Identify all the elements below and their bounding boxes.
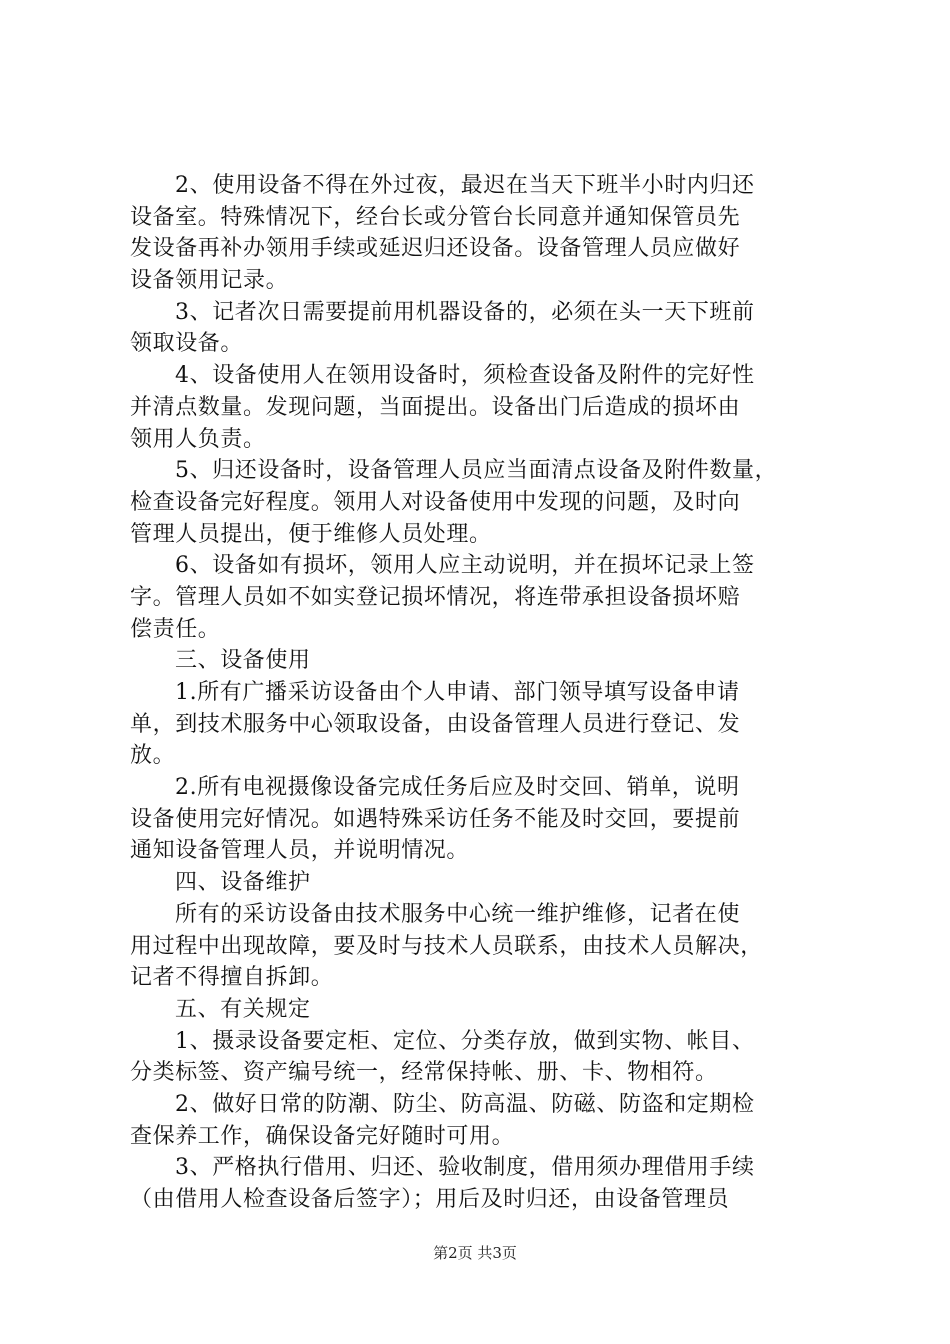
document-body: [130, 170, 830, 1216]
section-heading-maintenance: 四、设备维护: [175, 870, 311, 896]
paragraph-5-line: 检查设备完好程度。领用人对设备使用中发现的问题，及时向: [130, 489, 741, 515]
paragraph-maintenance-line: 用过程中出现故障，要及时与技术人员联系，由技术人员解决，: [130, 933, 763, 959]
paragraph-use-1-line: 单，到技术服务中心领取设备，由设备管理人员进行登记、发: [130, 711, 741, 737]
paragraph-3-line: 3、记者次日需要提前用机器设备的，必须在头一天下班前: [175, 299, 755, 325]
page-number-footer: 第2页 共3页: [433, 1244, 517, 1262]
paragraph-2-line: 2、使用设备不得在外过夜，最迟在当天下班半小时内归还: [175, 173, 755, 198]
paragraph-use-2-line: 设备使用完好情况。如遇特殊采访任务不能及时交回，要提前: [130, 806, 741, 832]
paragraph-maintenance-line: 所有的采访设备由技术服务中心统一维护维修，记者在使: [175, 901, 741, 927]
paragraph-6-line: 字。管理人员如不如实登记损坏情况，将连带承担设备损坏赔: [130, 584, 741, 610]
paragraph-use-1-line: 放。: [130, 743, 176, 769]
paragraph-rule-3-line: （由借用人检查设备后签字）；用后及时归还，由设备管理员: [130, 1187, 730, 1212]
paragraph-rule-1-line: 1、摄录设备要定柜、定位、分类存放，做到实物、帐目、: [175, 1028, 755, 1054]
paragraph-rule-2-line: 2、做好日常的防潮、防尘、防高温、防磁、防盗和定期检: [175, 1091, 755, 1117]
paragraph-rule-3-line: 3、严格执行借用、归还、验收制度，借用须办理借用手续: [175, 1155, 755, 1181]
paragraph-rule-1-line: 分类标签、资产编号统一，经常保持帐、册、卡、物相符。: [130, 1060, 718, 1086]
section-heading-regulations: 五、有关规定: [175, 996, 311, 1022]
paragraph-use-1-line: 1.所有广播采访设备由个人申请、部门领导填写设备申请: [175, 680, 740, 705]
paragraph-5-line: 管理人员提出，便于维修人员处理。: [130, 521, 492, 547]
section-heading-equipment-use: 三、设备使用: [175, 648, 311, 674]
paragraph-4-line: 领用人负责。: [130, 426, 266, 452]
paragraph-2-line: 设备领用记录。: [130, 268, 289, 294]
paragraph-use-2-line: 通知设备管理人员，并说明情况。: [130, 838, 470, 864]
paragraph-4-line: 4、设备使用人在领用设备时，须检查设备及附件的完好性: [175, 363, 755, 389]
paragraph-use-2-line: 2.所有电视摄像设备完成任务后应及时交回、销单，说明: [175, 775, 740, 801]
paragraph-6-line: 偿责任。: [130, 616, 221, 642]
paragraph-3-line: 领取设备。: [130, 331, 244, 357]
paragraph-4-line: 并清点数量。发现问题，当面提出。设备出门后造成的损坏由: [130, 394, 741, 420]
paragraph-2-line: 发设备再补办领用手续或延迟归还设备。设备管理人员应做好: [130, 236, 741, 262]
paragraph-2-line: 设备室。特殊情况下，经台长或分管台长同意并通知保管员先: [130, 204, 741, 230]
paragraph-rule-2-line: 查保养工作，确保设备完好随时可用。: [130, 1123, 515, 1149]
paragraph-maintenance-line: 记者不得擅自拆卸。: [130, 965, 334, 991]
paragraph-5-line: 5、归还设备时，设备管理人员应当面清点设备及附件数量，: [175, 458, 778, 484]
paragraph-6-line: 6、设备如有损坏，领用人应主动说明，并在损坏记录上签: [175, 553, 755, 579]
